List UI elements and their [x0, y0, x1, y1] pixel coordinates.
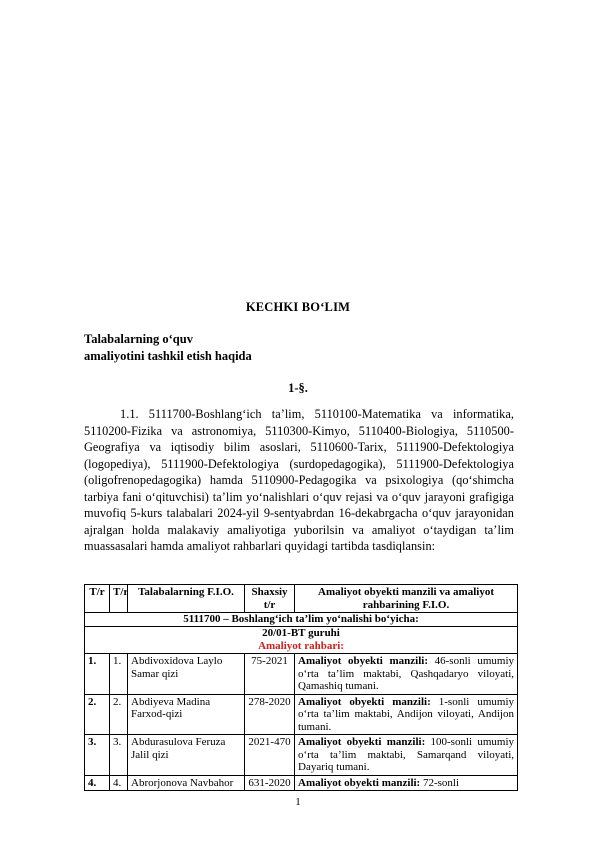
row-subnumber: 2. [110, 694, 128, 735]
practice-address: Amaliyot obyekti manzili: 100-sonli umumiy o‘rta ta’lim maktabi, Samarqand viloyati, Dayariq tumani. [295, 735, 518, 776]
row-subnumber: 1. [110, 654, 128, 695]
row-subnumber: 3. [110, 735, 128, 776]
header-practice-address: Amaliyot obyekti manzili va amaliyot rahbarining F.I.O. [295, 585, 518, 613]
page-heading: KECHKI BO‘LIM [245, 300, 351, 314]
subject-line-1: Talabalarning o‘quv [84, 332, 193, 346]
subject-line-2: amaliyotini tashkil etish haqida [84, 349, 252, 363]
practice-address: Amaliyot obyekti manzili: 72-sonli [295, 775, 518, 791]
row-number: 4. [85, 775, 110, 791]
practice-address: Amaliyot obyekti manzili: 1-sonli umumiy o‘rta ta’lim maktabi, Andijon viloyati, Andijon tumani. [295, 694, 518, 735]
document-subject [84, 331, 252, 365]
student-id: 631-2020 [245, 775, 295, 791]
student-name: Abdurasulova Feruza Jalil qizi [128, 735, 245, 776]
group-label: 20/01-BT guruhi [262, 627, 340, 639]
group-cell [85, 627, 518, 654]
row-number: 2. [85, 694, 110, 735]
row-subnumber: 4. [110, 775, 128, 791]
page-number: 1 [295, 796, 301, 808]
direction-row [85, 613, 518, 627]
row-number: 3. [85, 735, 110, 776]
table-row [85, 654, 518, 695]
student-name: Abrorjonova Navbahor [128, 775, 245, 791]
practice-address: Amaliyot obyekti manzili: 46-sonli umumiy o‘rta ta’lim maktabi, Qashqadaryo viloyati, Qamashiq tumani. [295, 654, 518, 695]
table-row [85, 775, 518, 791]
header-personal-id: Shaxsiy t/r [245, 585, 295, 613]
row-number: 1. [85, 654, 110, 695]
students-table [84, 584, 518, 791]
section-number: 1-§. [288, 381, 308, 395]
group-row [85, 627, 518, 654]
student-id: 2021-470 [245, 735, 295, 776]
table-row [85, 694, 518, 735]
student-name: Abdivoxidova Laylo Samar qizi [128, 654, 245, 695]
student-name: Abdiyeva Madina Farxod-qizi [128, 694, 245, 735]
supervisor-label: Amaliyot rahbari: [258, 640, 344, 652]
header-tr-2: T/r [110, 585, 128, 613]
main-paragraph: 1.1. 5111700-Boshlang‘ich ta’lim, 5110100-Matematika va informatika, 5110200-Fizika va astronomiya, 5110300-Kimyo, 5110400-Biologiya, 5110500-Geografiya va iqtisodiy bilim asoslari, 5110600-Tarix, 5111900-Defektologiya (logopediya), 5111900-Defektologiya (surdopedagogika), 5111900-Defektologiya (oligofrenopedagogika) hamda 5110900-Pedagogika va psixologiya (qo‘shimcha tarbiya fani o‘qituvchisi) ta’lim yo‘nalishlari o‘quv rejasi va o‘quv jarayoni grafigiga muvofiq 5-kurs talabalari 2024-yil 9-sentyabrdan 16-dekabrgacha o‘quv jarayonidan ajralgan holda malakaviy amaliyotiga yuborilsin va amaliyot o‘taydigan ta’lim muassasalari hamda amaliyot rahbarlari quyidagi tartibda tasdiqlansin: [84, 407, 514, 553]
table-header-row [85, 585, 518, 613]
student-id: 278-2020 [245, 694, 295, 735]
direction-label: 5111700 – Boshlang‘ich ta’lim yo‘nalishi bo‘yicha: [85, 613, 518, 627]
table-row [85, 735, 518, 776]
student-id: 75-2021 [245, 654, 295, 695]
header-student-name: Talabalarning F.I.O. [128, 585, 245, 613]
header-tr-1: T/r [85, 585, 110, 613]
